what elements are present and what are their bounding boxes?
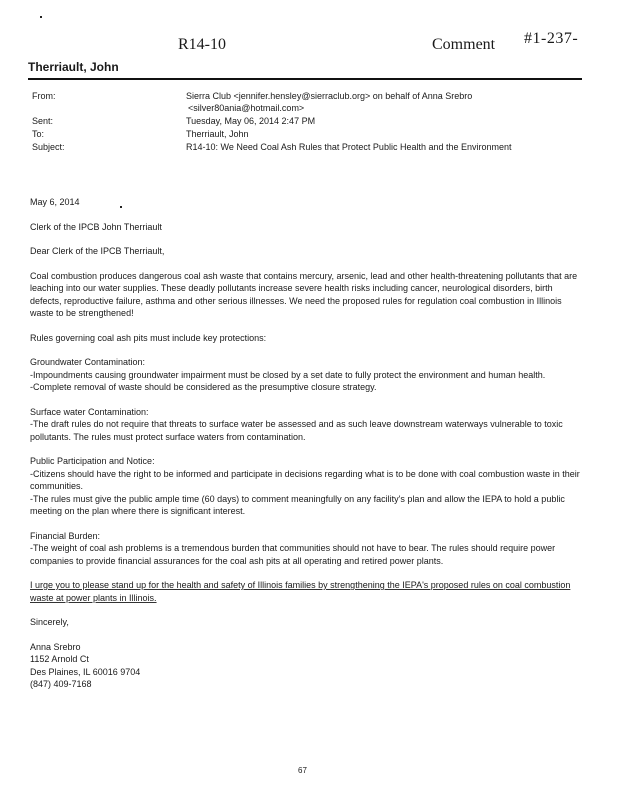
subject-value: R14-10: We Need Coal Ash Rules that Protect Public Health and the Environment bbox=[186, 142, 512, 152]
comment-label: Comment bbox=[432, 36, 496, 53]
page-number: 67 bbox=[298, 766, 307, 775]
groundwater-item-2: -Complete removal of waste should be considered as the presumptive closure strategy. bbox=[30, 382, 377, 392]
groundwater-item-1: -Impoundments causing groundwater impairment must be closed by a set date to fully protect the environment and human health. bbox=[30, 369, 546, 380]
sent-label: Sent: bbox=[32, 116, 54, 126]
letter-recipient: Clerk of the IPCB John Therriault bbox=[30, 221, 162, 232]
sent-value: Tuesday, May 06, 2014 2:47 PM bbox=[186, 116, 316, 126]
public-item-1: -Citizens should have the right to be informed and participate in decisions regarding what is to be done with coal combustion waste in their communities. bbox=[30, 468, 580, 491]
from-value-line1: Sierra Club <jennifer.hensley@sierraclub.org> on behalf of Anna Srebro bbox=[186, 91, 473, 101]
docket-code: R14-10 bbox=[178, 36, 226, 53]
subject-label: Subject: bbox=[32, 142, 65, 152]
signoff: Sincerely, bbox=[30, 617, 69, 627]
scan-speck bbox=[40, 16, 42, 18]
sender-name: Therriault, John bbox=[28, 60, 119, 74]
signature-name: Anna Srebro bbox=[30, 641, 81, 652]
surface-heading: Surface water Contamination: bbox=[30, 406, 149, 417]
closing-request: I urge you to please stand up for the health and safety of Illinois families by strengthening the IEPA's proposed rules on coal combustion waste at power plants in Illinois. bbox=[30, 580, 571, 603]
financial-item-1: -The weight of coal ash problems is a tremendous burden that communities should not have to bear. The rules should require power companies to provide financial assurances for the coal ash pits at all operating and retired power plants. bbox=[30, 543, 556, 566]
letter-body bbox=[30, 196, 586, 691]
letter-greeting: Dear Clerk of the IPCB Therriault, bbox=[30, 246, 165, 256]
header-rule bbox=[28, 78, 582, 80]
financial-heading: Financial Burden: bbox=[30, 530, 101, 541]
public-heading: Public Participation and Notice: bbox=[30, 456, 155, 466]
intro-paragraph: Coal combustion produces dangerous coal ash waste that contains mercury, arsenic, lead and other health-threatening pollutants that are leaching into our water supplies. These deadly pollutants increase severe health risks including cancer, neurological disorders, birth defects, reproductive failure, asthma and other serious illnesses. We need the proposed rules for regulation coal combustion in Illinois waste to be strengthened! bbox=[30, 270, 578, 318]
signature-phone: (847) 409-7168 bbox=[30, 679, 92, 689]
comment-number: #1-237- bbox=[524, 30, 579, 47]
to-label: To: bbox=[32, 129, 45, 139]
groundwater-heading: Groundwater Contamination: bbox=[30, 357, 146, 367]
signature-address-2: Des Plaines, IL 60016 9704 bbox=[30, 666, 141, 677]
rules-intro: Rules governing coal ash pits must include key protections: bbox=[30, 332, 267, 343]
from-value-line2: <silver80ania@hotmail.com> bbox=[188, 103, 305, 113]
public-item-2: -The rules must give the public ample time (60 days) to comment meaningfully on any facility's plan and allow the IEPA to hold a public meeting on the plan where there is significant interest. bbox=[30, 493, 565, 516]
from-label: From: bbox=[32, 91, 56, 101]
from-value bbox=[186, 90, 586, 114]
to-value: Therriault, John bbox=[186, 129, 249, 139]
surface-item-1: -The draft rules do not require that threats to surface water be assessed and as such leave downstream waterways vulnerable to toxic pollutants. The rules must protect surface waters from contamination. bbox=[30, 419, 563, 442]
signature-address-1: 1152 Arnold Ct bbox=[30, 654, 89, 664]
letter-date: May 6, 2014 bbox=[30, 197, 80, 207]
